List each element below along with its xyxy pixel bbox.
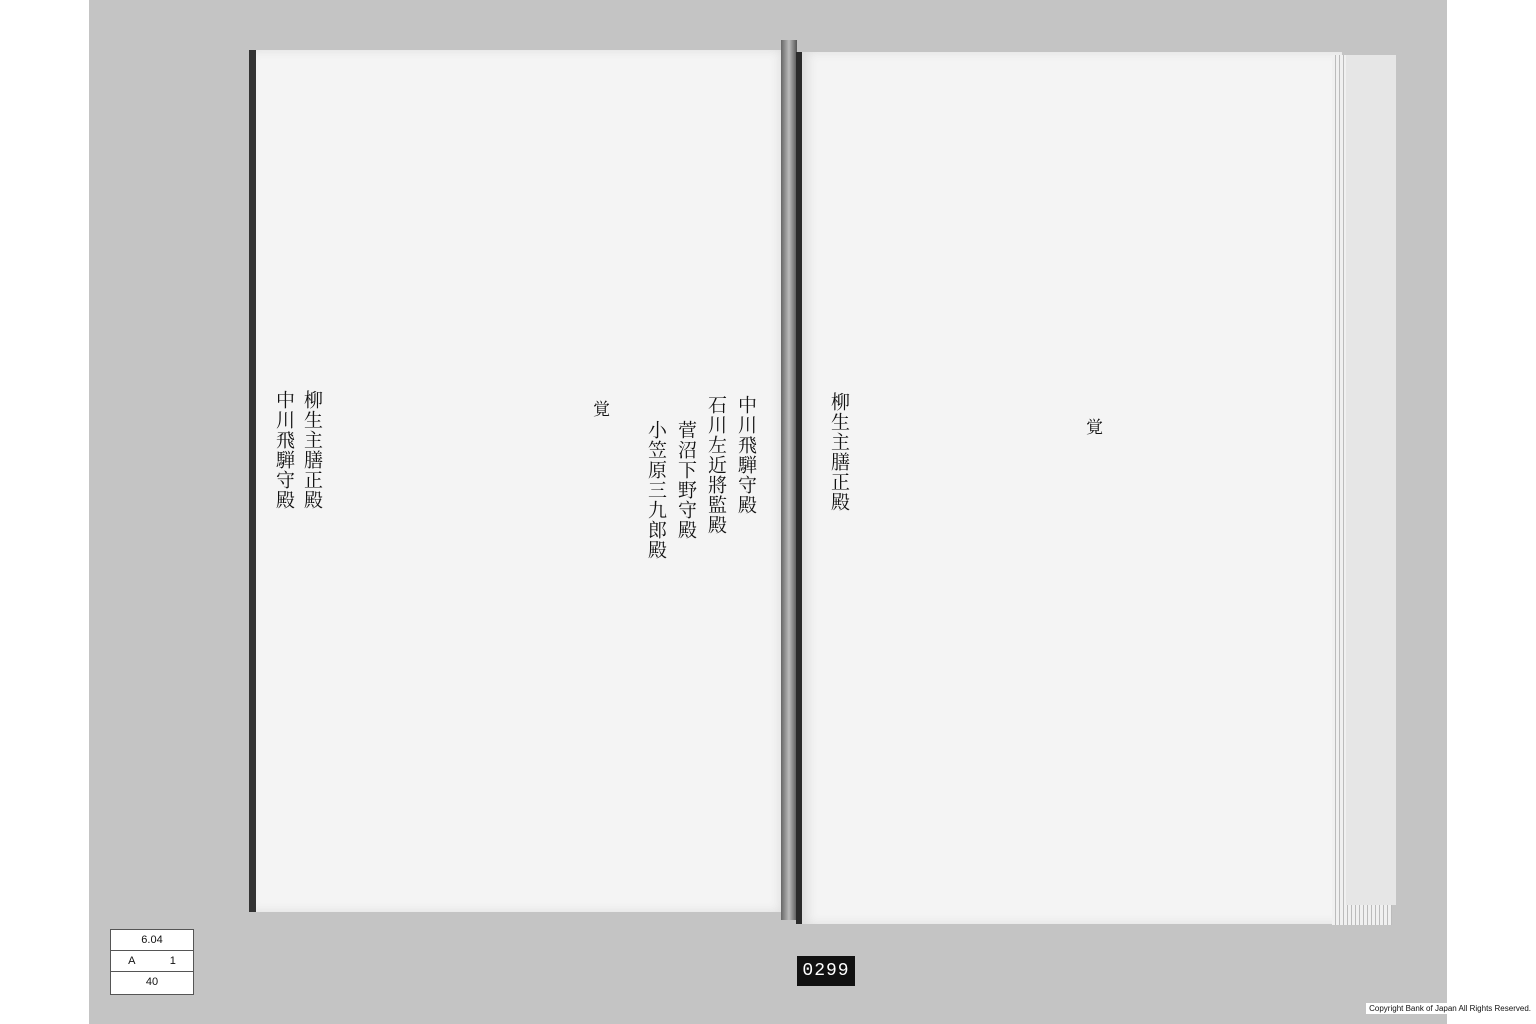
right-col-heading: 覚 — [1082, 418, 1102, 436]
archive-label — [110, 929, 194, 995]
book-spine — [781, 40, 797, 920]
label-row-3: 40 — [145, 976, 159, 988]
left-col-address-2: 石川左近將監殿 — [705, 395, 727, 535]
left-col-signer-1: 柳生主膳正殿 — [301, 390, 323, 510]
left-col-signer-2: 中川飛騨守殿 — [273, 390, 295, 510]
page-stack-edge — [1346, 55, 1396, 905]
copyright-notice: Copyright Bank of Japan All Rights Reserved. — [1366, 1003, 1534, 1014]
label-row-1: 6.04 — [111, 930, 193, 951]
page-number: 0299 — [797, 956, 855, 986]
left-col-address-4: 小笠原三九郎殿 — [645, 420, 667, 560]
right-col-signer: 柳生主膳正殿 — [828, 392, 850, 512]
left-col-heading: 覚 — [589, 400, 609, 418]
label-row-2: A 1 — [111, 951, 193, 972]
right-page — [796, 52, 1342, 924]
left-col-address-3: 菅沼下野守殿 — [675, 420, 697, 540]
left-col-address-1: 中川飛騨守殿 — [735, 395, 757, 515]
